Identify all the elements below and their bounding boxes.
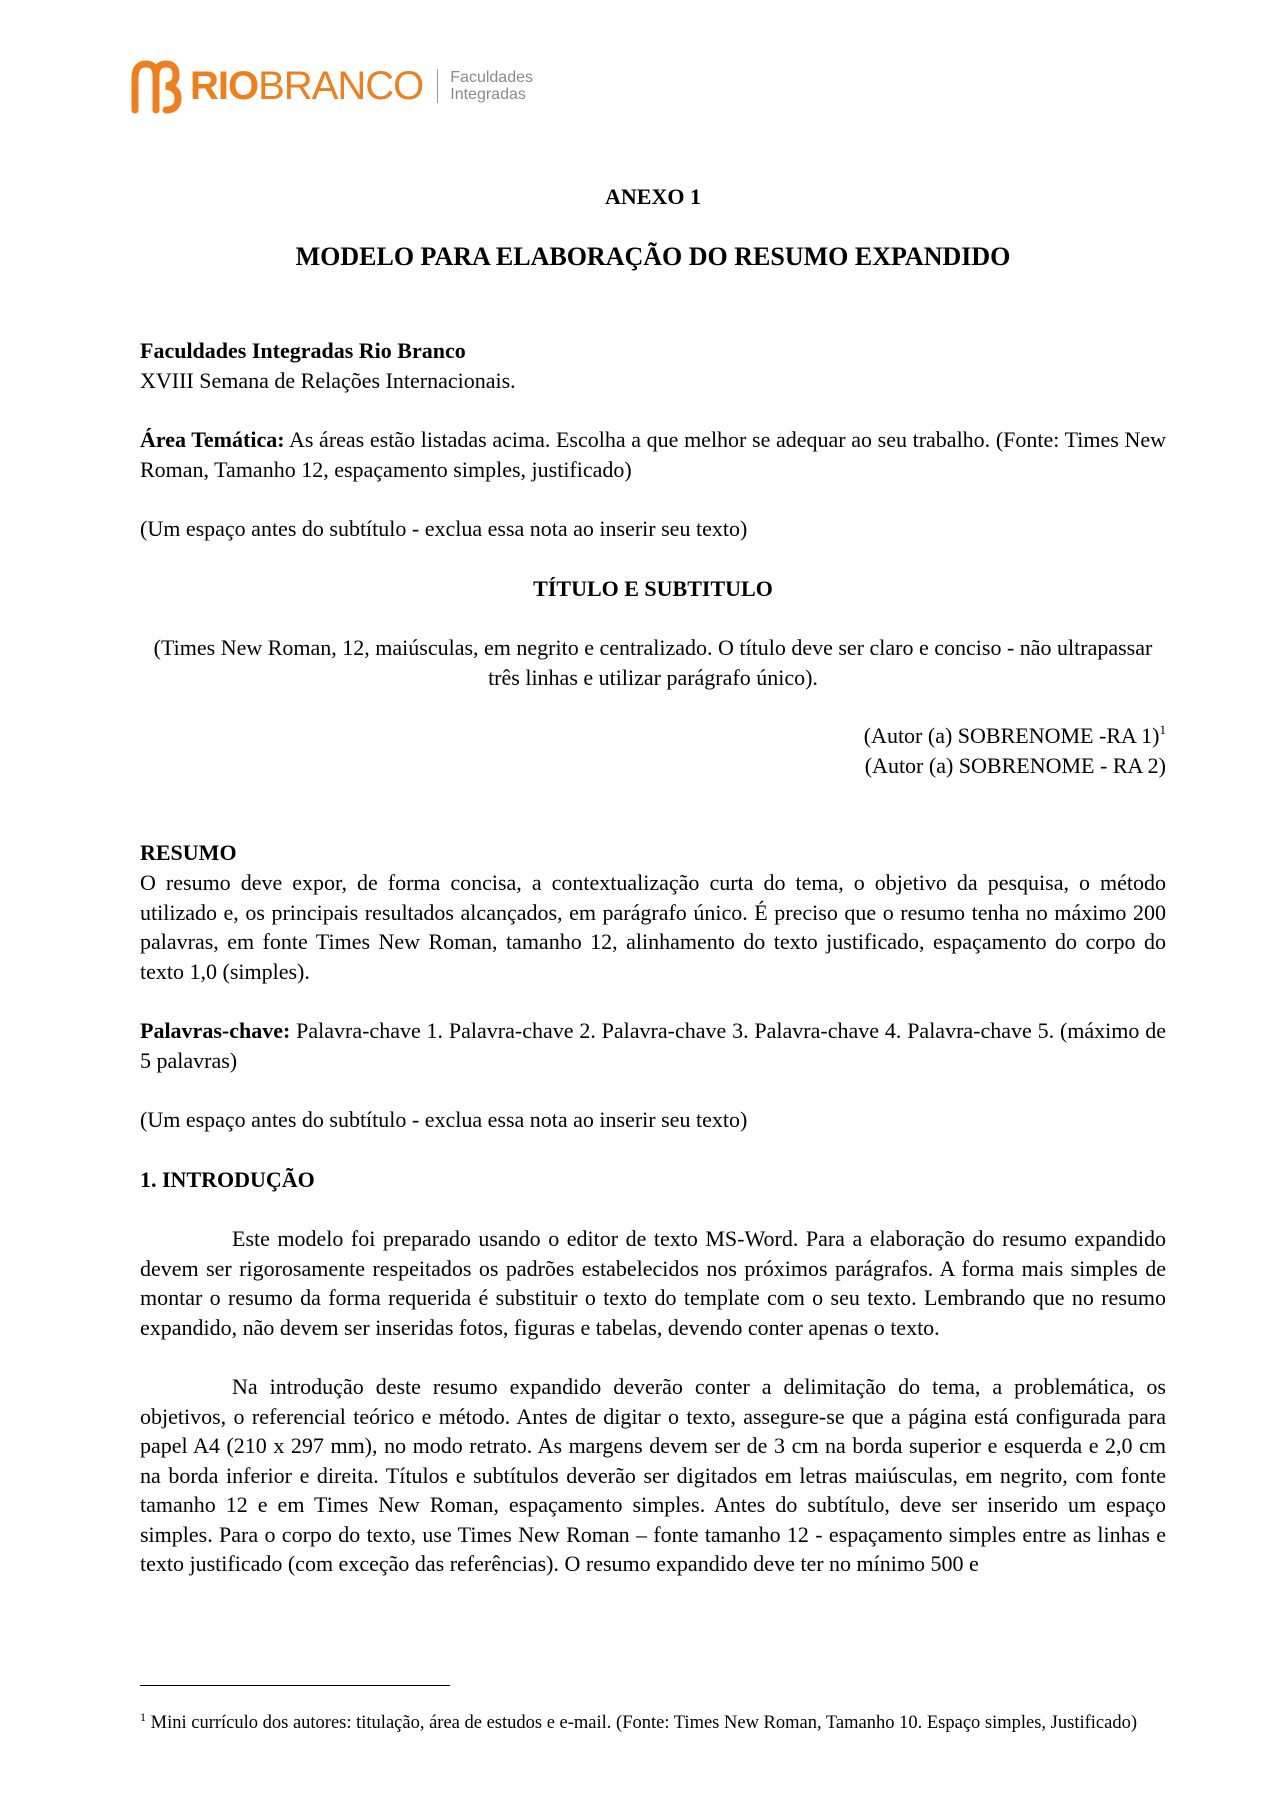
note-subtitle-space-2: (Um espaço antes do subtítulo - exclua essa nota ao inserir seu texto)	[140, 1107, 748, 1132]
footnote-number: 1	[140, 1709, 146, 1724]
title-subtitle-heading: TÍTULO E SUBTITULO	[533, 576, 773, 601]
page-title: MODELO PARA ELABORAÇÃO DO RESUMO EXPANDIDO	[295, 242, 1011, 271]
footnote-marker: 1	[1159, 722, 1166, 737]
resumo-text: O resumo deve expor, de forma concisa, a contextualização curta do tema, o objetivo da pesquisa, o método utilizado e, os principais resultados alcançados, em parágrafo único. É preciso que o resumo tenha no máximo 200 palavras, em fonte Times New Roman, tamanho 12, alinhamento do texto justificado, espaçamento do corpo do texto 1,0 (simples).	[140, 870, 1166, 984]
note-subtitle-space-1: (Um espaço antes do subtítulo - exclua essa nota ao inserir seu texto)	[140, 516, 748, 541]
introduction-heading: 1. INTRODUÇÃO	[140, 1167, 315, 1192]
thematic-area	[140, 425, 1166, 484]
title-instructions: (Times New Roman, 12, maiúsculas, em negrito e centralizado. O título deve ser claro e conciso - não ultrapassar três linhas e utilizar parágrafo único).	[153, 635, 1153, 690]
footnote-text: Mini currículo dos autores: titulação, área de estudos e e-mail. (Fonte: Times New Roman, Tamanho 10. Espaço simples, Justificado)	[146, 1712, 1137, 1733]
thematic-area-text: As áreas estão listadas acima. Escolha a que melhor se adequar ao seu trabalho. (Fonte: Times New Roman, Tamanho 12, espaçamento simples, justificado)	[140, 427, 1167, 482]
author-1: (Autor (a) SOBRENOME -RA 1)$^1$	[863, 722, 1166, 748]
thematic-area-label: Área Temática:	[140, 427, 285, 452]
keywords-text: Palavra-chave 1. Palavra-chave 2. Palavra-chave 3. Palavra-chave 4. Palavra-chave 5. (máximo de 5 palavras)	[140, 1018, 1166, 1073]
resumo-heading: RESUMO	[140, 840, 237, 865]
keywords-label: Palavras-chave:	[140, 1018, 291, 1043]
rio-branco-logo	[128, 56, 533, 116]
logo-subtitle: Faculdades Integradas	[450, 69, 533, 103]
introduction-paragraph-1: Este modelo foi preparado usando o editor de texto MS-Word. Para a elaboração do resumo expandido devem ser rigorosamente respeitados os padrões estabelecidos nos próximos parágrafos. A forma mais simples de montar o resumo da forma requerida é substituir o texto do template com o seu texto. Lembrando que no resumo expandido, não devem ser inseridas fotos, figuras e tabelas, devendo conter apenas o texto.	[140, 1226, 1166, 1340]
annex-label: ANEXO 1	[605, 184, 701, 209]
institution-name: Faculdades Integradas Rio Branco	[140, 338, 466, 363]
logo-divider	[437, 69, 438, 103]
author-2: (Autor (a) SOBRENOME - RA 2)	[864, 753, 1166, 778]
introduction-paragraph-2: Na introdução deste resumo expandido deverão conter a delimitação do tema, a problemática, os objetivos, o referencial teórico e método. Antes de digitar o texto, assegure-se que a página está configurada para papel A4 (210 x 297 mm), no modo retrato. As margens devem ser de 3 cm na borda superior e esquerda e 2,0 cm na borda inferior e direita. Títulos e subtítulos deverão ser digitados em letras maiúsculas, em negrito, com fonte tamanho 12 e em Times New Roman, espaçamento simples. Antes do subtítulo, deve ser inserido um espaço simples. Para o corpo do texto, use Times New Roman – fonte tamanho 12 - espaçamento simples entre as linhas e texto justificado (com exceção das referências). O resumo expandido deve ter no mínimo 500 e	[140, 1374, 1166, 1576]
rio-branco-logo-icon	[128, 58, 182, 114]
footnote	[140, 1711, 1166, 1736]
footnote-separator	[140, 1685, 450, 1686]
logo-wordmark: RIOBRANCO	[190, 64, 424, 108]
event-name: XVIII Semana de Relações Internacionais.	[140, 368, 516, 393]
keywords	[140, 1016, 1166, 1075]
